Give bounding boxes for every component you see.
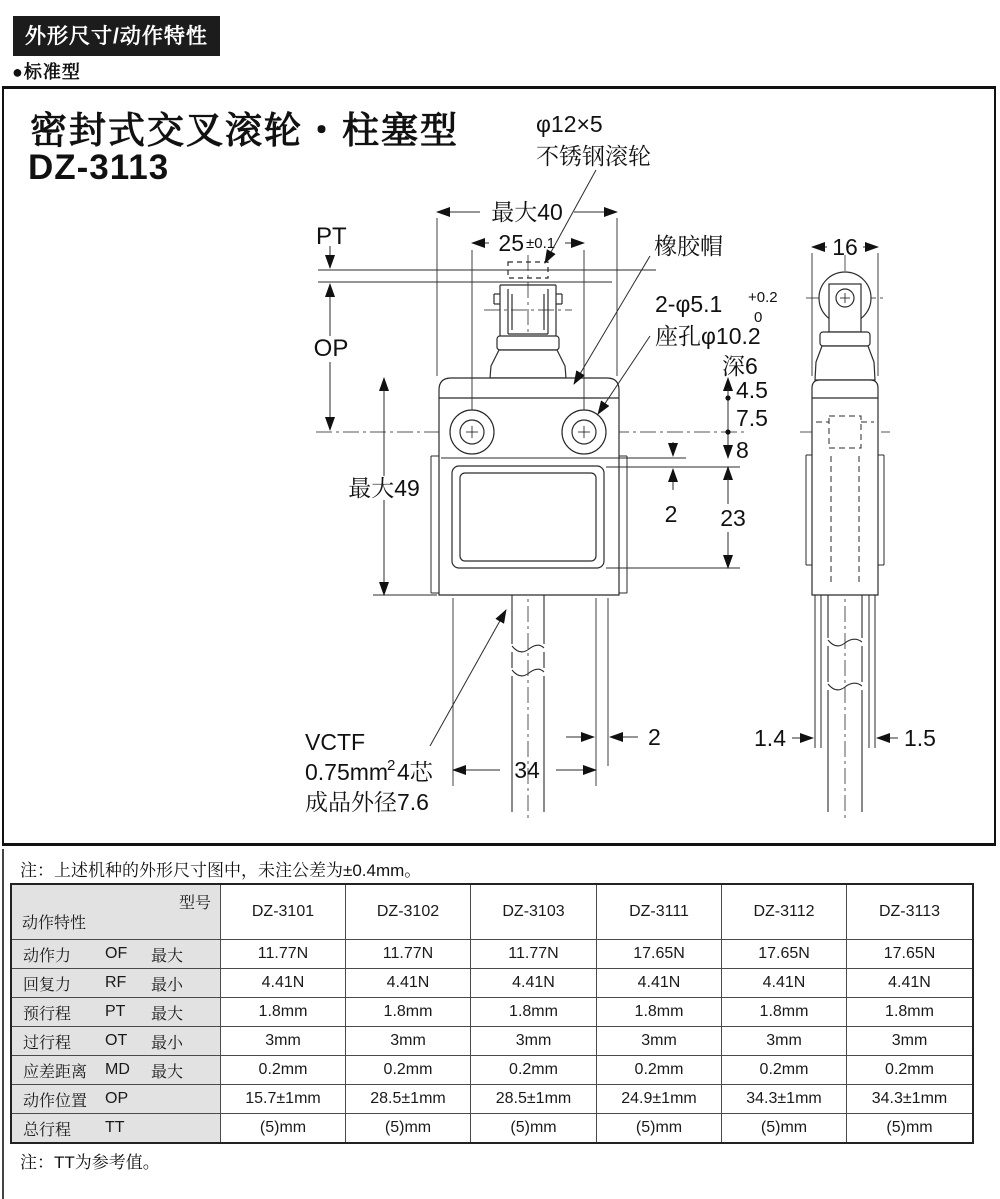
value-cell: (5)mm xyxy=(471,1114,597,1144)
value-cell: 0.2mm xyxy=(597,1056,722,1085)
model-column-header: DZ-3101 xyxy=(221,884,346,940)
dim-1-5: 1.5 xyxy=(904,725,936,751)
value-cell: 1.8mm xyxy=(597,998,722,1027)
value-cell: 1.8mm xyxy=(471,998,597,1027)
value-cell: 4.41N xyxy=(597,969,722,998)
hole-spec-tolerance-sup: +0.2 xyxy=(748,289,778,306)
page-title: 密封式交叉滚轮・柱塞型 xyxy=(30,110,459,151)
cable-spec-label-line2a: 0.75mm xyxy=(305,759,389,785)
table-row xyxy=(11,1027,973,1056)
value-cell: 0.2mm xyxy=(847,1056,974,1085)
value-cell: 24.9±1mm xyxy=(597,1085,722,1114)
value-cell: 4.41N xyxy=(346,969,471,998)
spec-table xyxy=(10,883,974,1144)
row-label-code: OF xyxy=(105,945,128,962)
value-cell: 28.5±1mm xyxy=(471,1085,597,1114)
cable-spec-label-line1: VCTF xyxy=(305,729,366,755)
value-cell: 34.3±1mm xyxy=(722,1085,847,1114)
row-label-qualifier: 最小 xyxy=(151,1034,184,1052)
spec-table-body xyxy=(11,884,973,1143)
value-cell: (5)mm xyxy=(597,1114,722,1144)
dim-1-4: 1.4 xyxy=(754,725,786,751)
table-row xyxy=(11,998,973,1027)
value-cell: 4.41N xyxy=(221,969,346,998)
row-label-code: OT xyxy=(105,1032,128,1049)
value-cell: 11.77N xyxy=(221,940,346,969)
dim-25: 25 xyxy=(498,230,524,256)
row-label-cell xyxy=(11,969,221,998)
value-cell: 1.8mm xyxy=(346,998,471,1027)
dimension-drawing xyxy=(0,88,1000,846)
rubber-cap-label: 橡胶帽 xyxy=(654,233,723,259)
model-column-header: DZ-3102 xyxy=(346,884,471,940)
dim-23: 23 xyxy=(720,505,746,531)
row-label-qualifier: 最大 xyxy=(151,1005,184,1023)
roller-spec-label-line1: φ12×5 xyxy=(536,111,603,137)
dim-4-5: 4.5 xyxy=(736,377,768,403)
value-cell: 0.2mm xyxy=(471,1056,597,1085)
row-label-qualifier: 最小 xyxy=(151,976,184,994)
row-label-qualifier: 最大 xyxy=(151,947,184,965)
dim-max40: 最大40 xyxy=(491,199,563,225)
row-label-cell xyxy=(11,1027,221,1056)
value-cell: 3mm xyxy=(221,1027,346,1056)
value-cell: 1.8mm xyxy=(722,998,847,1027)
cable-spec-label-line2b: 4芯 xyxy=(397,759,433,785)
table-row xyxy=(11,1085,973,1114)
model-column-header: DZ-3103 xyxy=(471,884,597,940)
row-label-name: 回复力 xyxy=(23,976,72,994)
model-column-header: DZ-3113 xyxy=(847,884,974,940)
dim-8: 8 xyxy=(736,437,749,463)
row-label-code: RF xyxy=(105,974,127,991)
table-row xyxy=(11,1056,973,1085)
pt-label: PT xyxy=(316,223,347,250)
section-badge: 外形尺寸/动作特性 xyxy=(13,16,220,56)
value-cell: 4.41N xyxy=(471,969,597,998)
value-cell: 28.5±1mm xyxy=(346,1085,471,1114)
value-cell: 3mm xyxy=(847,1027,974,1056)
row-label-cell xyxy=(11,998,221,1027)
hole-spec-label-main: 2-φ5.1 xyxy=(655,291,723,317)
table-row xyxy=(11,969,973,998)
value-cell: 4.41N xyxy=(722,969,847,998)
table-row xyxy=(11,1114,973,1144)
hole-spec-label-line2: 座孔φ10.2 xyxy=(655,323,761,349)
subtype-label: ●标准型 xyxy=(12,62,81,82)
row-label-name: 总行程 xyxy=(23,1121,72,1139)
model-number-title: DZ-3113 xyxy=(28,148,170,187)
corner-label-characteristic: 动作特性 xyxy=(22,915,87,932)
model-column-header: DZ-3112 xyxy=(722,884,847,940)
value-cell: 0.2mm xyxy=(346,1056,471,1085)
row-label-qualifier: 最大 xyxy=(151,1063,184,1081)
value-cell: 17.65N xyxy=(597,940,722,969)
corner-label-model: 型号 xyxy=(178,895,211,912)
dim-max49: 最大49 xyxy=(348,475,420,501)
table-corner-cell xyxy=(11,884,221,940)
row-label-cell xyxy=(11,940,221,969)
roller-spec-label-line2: 不锈钢滚轮 xyxy=(536,143,651,169)
value-cell: 34.3±1mm xyxy=(847,1085,974,1114)
row-label-code: PT xyxy=(105,1003,126,1020)
tolerance-note: 注：上述机种的外形尺寸图中，未注公差为±0.4mm。 xyxy=(20,861,422,880)
value-cell: (5)mm xyxy=(346,1114,471,1144)
dim-7-5: 7.5 xyxy=(736,405,768,431)
value-cell: (5)mm xyxy=(722,1114,847,1144)
row-label-cell xyxy=(11,1056,221,1085)
row-label-code: MD xyxy=(105,1061,130,1078)
dim-34: 34 xyxy=(514,757,540,783)
op-label: OP xyxy=(313,335,349,362)
row-label-name: 应差距离 xyxy=(23,1063,88,1081)
value-cell: 3mm xyxy=(597,1027,722,1056)
value-cell: 11.77N xyxy=(471,940,597,969)
value-cell: 3mm xyxy=(722,1027,847,1056)
cable-spec-sup: 2 xyxy=(387,757,396,774)
row-label-name: 过行程 xyxy=(23,1034,72,1052)
row-label-name: 动作力 xyxy=(23,947,72,965)
hole-spec-label-line3: 深6 xyxy=(722,353,758,379)
hole-spec-tolerance-sub: 0 xyxy=(754,309,763,326)
dim-25-tol: ±0.1 xyxy=(526,235,556,252)
table-row xyxy=(11,940,973,969)
dim-2-bottom: 2 xyxy=(648,724,661,750)
row-label-code: TT xyxy=(105,1119,125,1136)
row-label-name: 预行程 xyxy=(23,1005,72,1023)
row-label-cell xyxy=(11,1114,221,1144)
row-label-cell xyxy=(11,1085,221,1114)
value-cell: 3mm xyxy=(346,1027,471,1056)
value-cell: 0.2mm xyxy=(722,1056,847,1085)
value-cell: 17.65N xyxy=(722,940,847,969)
value-cell: 17.65N xyxy=(847,940,974,969)
value-cell: (5)mm xyxy=(221,1114,346,1144)
value-cell: 15.7±1mm xyxy=(221,1085,346,1114)
value-cell: 1.8mm xyxy=(847,998,974,1027)
tt-footnote: 注：TT为参考值。 xyxy=(20,1153,160,1172)
dim-2-inner: 2 xyxy=(664,501,678,527)
dim-16: 16 xyxy=(832,234,858,260)
model-column-header: DZ-3111 xyxy=(597,884,722,940)
value-cell: 0.2mm xyxy=(221,1056,346,1085)
value-cell: 1.8mm xyxy=(221,998,346,1027)
row-label-name: 动作位置 xyxy=(23,1092,88,1110)
value-cell: 4.41N xyxy=(847,969,974,998)
value-cell: 11.77N xyxy=(346,940,471,969)
cable-spec-label-line3: 成品外径7.6 xyxy=(305,789,429,815)
row-label-code: OP xyxy=(105,1090,129,1107)
value-cell: 3mm xyxy=(471,1027,597,1056)
value-cell: (5)mm xyxy=(847,1114,974,1144)
